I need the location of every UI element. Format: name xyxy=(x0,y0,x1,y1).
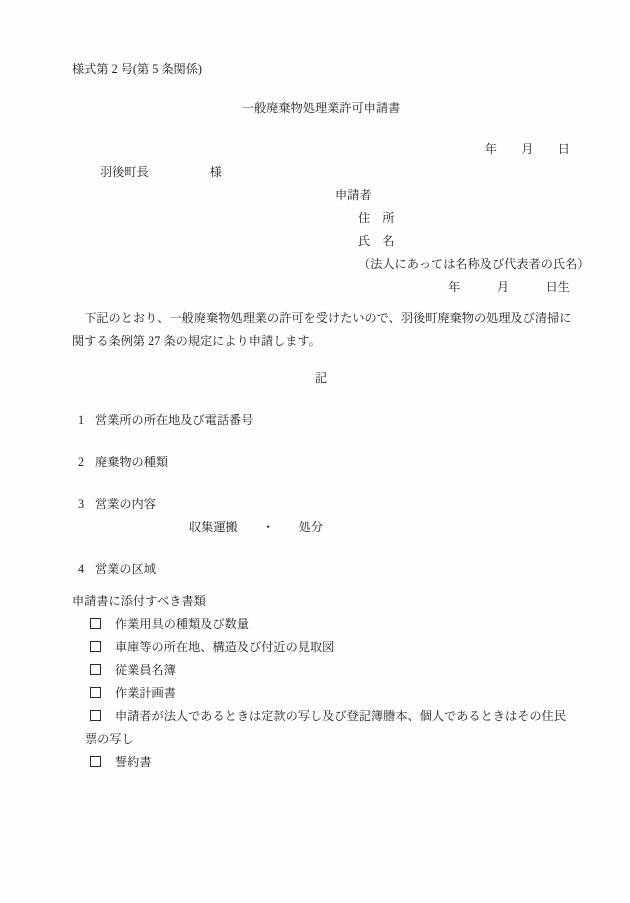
applicant-label: 申請者 xyxy=(335,188,372,202)
body-paragraph-line-2: 関する条例第 27 条の規定により申請します。 xyxy=(72,334,321,348)
attachments-header: 申請書に添付すべき書類 xyxy=(72,594,206,608)
attachment-label: 作業計画書 xyxy=(115,686,176,700)
item-text: 営業の内容 xyxy=(95,497,156,511)
numbered-item-4 xyxy=(78,558,570,581)
corporate-note: （法人にあっては名称及び代表者の氏名） xyxy=(358,257,590,271)
addressee-line: 羽後町長 様 xyxy=(100,165,222,179)
checkbox-icon xyxy=(90,641,101,652)
form-number: 様式第 2 号(第 5 条関係) xyxy=(72,62,202,76)
body-paragraph-line-1: 下記のとおり、一般廃棄物処理業の許可を受けたいので、羽後町廃棄物の処理及び清掃に xyxy=(84,311,572,325)
checkbox-icon xyxy=(90,664,101,675)
applicant-address-label: 住 所 xyxy=(358,211,395,225)
applicant-block xyxy=(72,184,590,299)
attachments-section xyxy=(72,590,570,774)
collection-or-disposal-option: 収集運搬 ・ 処分 xyxy=(189,520,324,534)
item-text: 廃棄物の種類 xyxy=(95,455,169,469)
item-number: 2 xyxy=(78,455,85,469)
attachment-item xyxy=(85,659,570,682)
attachment-item xyxy=(85,613,570,636)
attachment-item xyxy=(85,682,570,705)
attachment-item xyxy=(85,636,570,659)
checkbox-icon xyxy=(90,756,101,767)
item-number: 1 xyxy=(78,413,85,427)
attachment-label: 申請者が法人であるときは定款の写し及び登記簿謄本、個人であるときはその住民票の写し xyxy=(85,709,566,746)
birth-date-line: 年 月 日生 xyxy=(448,280,570,294)
attachment-label: 車庫等の所在地、構造及び付近の見取図 xyxy=(115,640,335,654)
checkbox-icon xyxy=(90,710,101,721)
attachment-label: 従業員名簿 xyxy=(115,663,176,677)
item-number: 3 xyxy=(78,497,85,511)
item-text: 営業所の所在地及び電話番号 xyxy=(95,413,254,427)
attachment-label: 作業用具の種類及び数量 xyxy=(115,617,250,631)
numbered-item-3 xyxy=(78,493,570,539)
attachment-item xyxy=(85,705,570,751)
numbered-item-1 xyxy=(78,409,570,432)
applicant-name-label: 氏 名 xyxy=(358,234,395,248)
application-date-line: 年 月 日 xyxy=(484,142,570,156)
item-number: 4 xyxy=(78,562,85,576)
document-title: 一般廃棄物処理業許可申請書 xyxy=(241,101,401,115)
body-paragraph xyxy=(72,307,570,353)
numbered-item-2 xyxy=(78,451,570,474)
checkbox-icon xyxy=(90,687,101,698)
attachments-list xyxy=(85,613,570,774)
attachment-label: 誓約書 xyxy=(115,755,152,769)
checkbox-icon xyxy=(90,618,101,629)
record-marker: 記 xyxy=(314,371,328,385)
item-text: 営業の区域 xyxy=(95,562,156,576)
attachment-item xyxy=(85,751,570,774)
